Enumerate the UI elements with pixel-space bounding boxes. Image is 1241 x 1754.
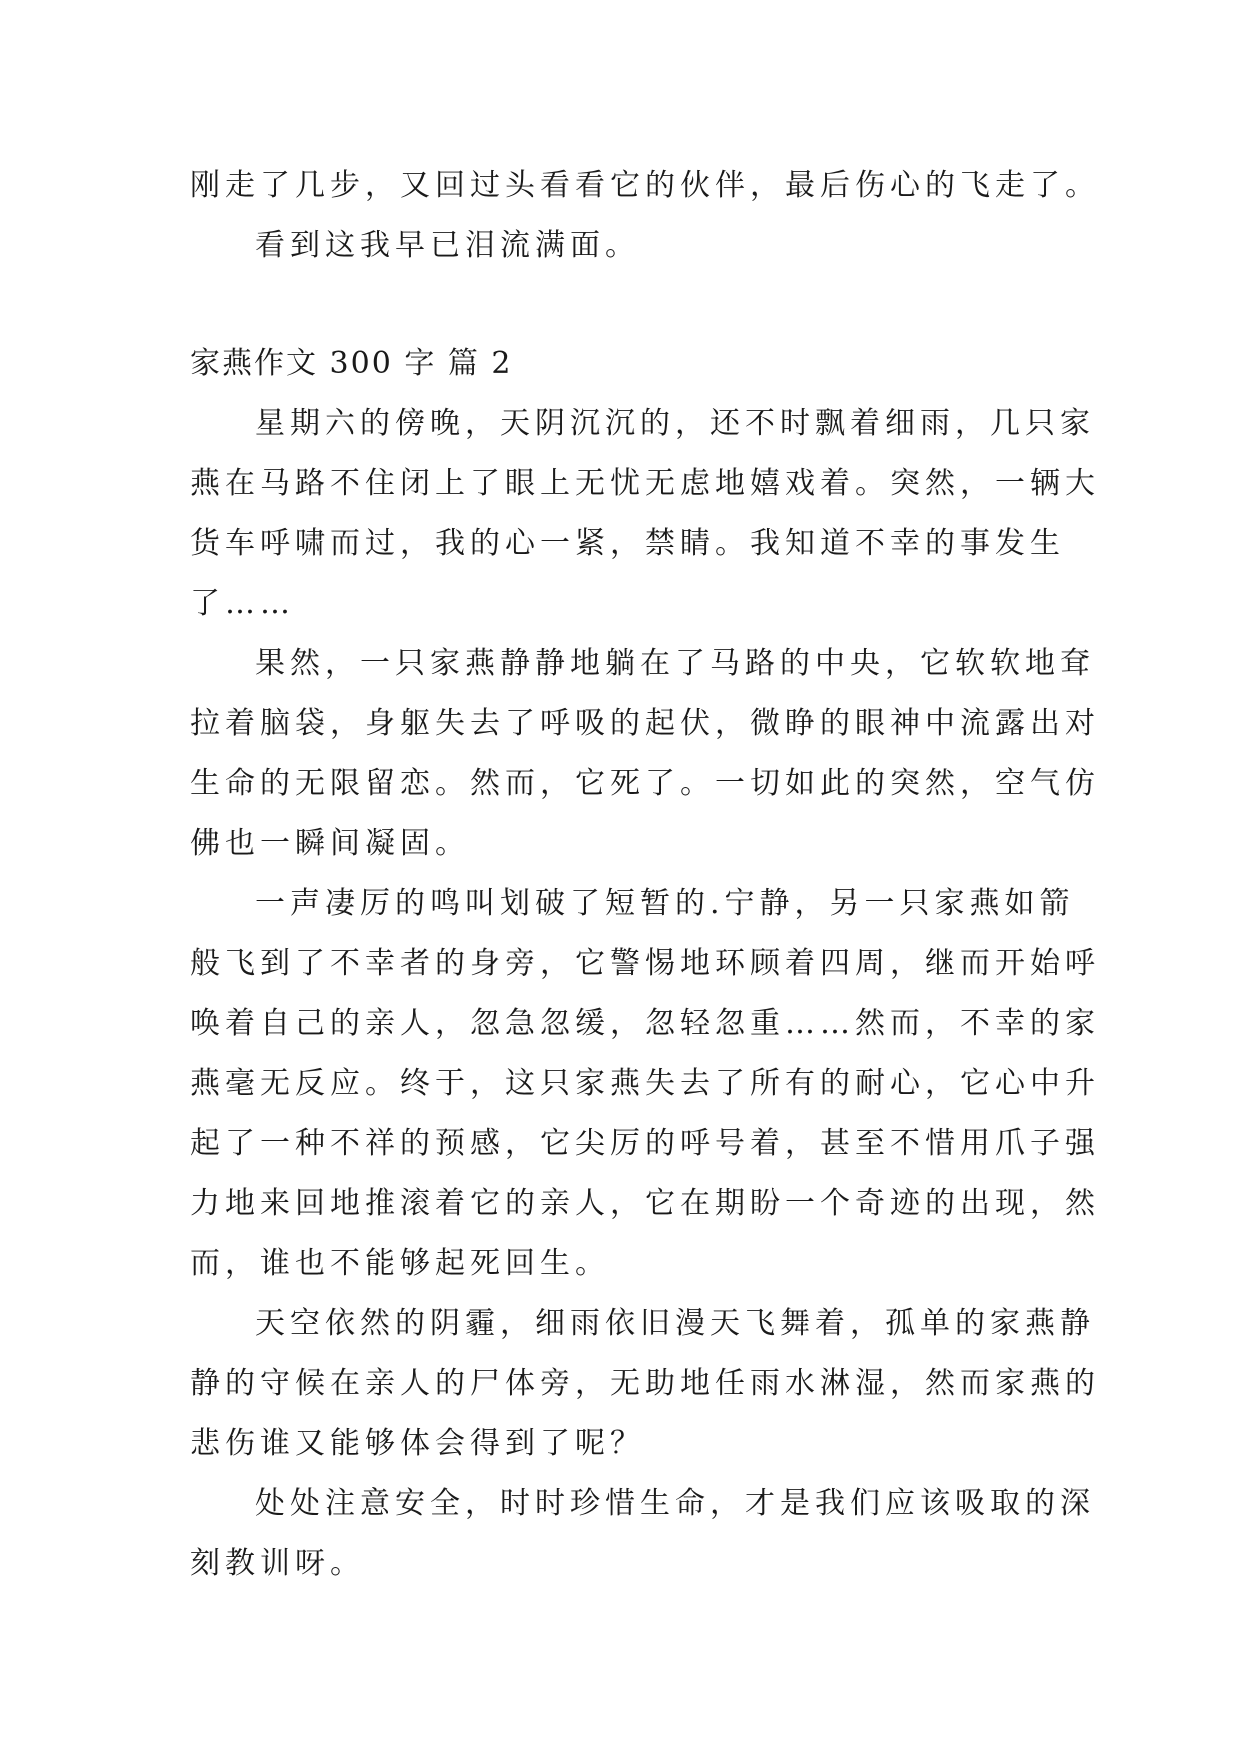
- text-line: 星期六的傍晚，天阴沉沉的，还不时飘着细雨，几只家: [255, 406, 1095, 441]
- text-line: 佛也一瞬间凝固。: [190, 826, 470, 861]
- text-line: 生命的无限留恋。然而，它死了。一切如此的突然，空气仿: [190, 766, 1100, 801]
- text-line: 燕毫无反应。终于，这只家燕失去了所有的耐心，它心中升: [190, 1066, 1100, 1101]
- text-line: 唤着自己的亲人，忽急忽缓，忽轻忽重……然而，不幸的家: [190, 1006, 1100, 1041]
- text-line: 果然，一只家燕静静地躺在了马路的中央，它软软地耷: [255, 646, 1095, 681]
- section-heading: 家燕作文 300 字 篇 2: [190, 346, 513, 381]
- text-line: 看到这我早已泪流满面。: [255, 228, 640, 263]
- text-line: 刚走了几步，又回过头看看它的伙伴，最后伤心的飞走了。: [190, 168, 1100, 203]
- text-line: 货车呼啸而过，我的心一紧，禁睛。我知道不幸的事发生: [190, 526, 1065, 561]
- text-line: 悲伤谁又能够体会得到了呢？: [190, 1426, 645, 1461]
- text-line: 静的守候在亲人的尸体旁，无助地任雨水淋湿，然而家燕的: [190, 1366, 1100, 1401]
- text-line: 一声凄厉的鸣叫划破了短暂的.宁静，另一只家燕如箭: [255, 886, 1075, 921]
- text-line: 而，谁也不能够起死回生。: [190, 1246, 610, 1281]
- text-line: 起了一种不祥的预感，它尖厉的呼号着，甚至不惜用爪子强: [190, 1126, 1100, 1161]
- text-line: 天空依然的阴霾，细雨依旧漫天飞舞着，孤单的家燕静: [255, 1306, 1095, 1341]
- text-line: 刻教训呀。: [190, 1546, 365, 1581]
- text-line: 燕在马路不住闭上了眼上无忧无虑地嬉戏着。突然，一辆大: [190, 466, 1100, 501]
- text-line: 拉着脑袋，身躯失去了呼吸的起伏，微睁的眼神中流露出对: [190, 706, 1100, 741]
- text-line: 般飞到了不幸者的身旁，它警惕地环顾着四周，继而开始呼: [190, 946, 1100, 981]
- text-line: 力地来回地推滚着它的亲人，它在期盼一个奇迹的出现，然: [190, 1186, 1100, 1221]
- text-line: 处处注意安全，时时珍惜生命，才是我们应该吸取的深: [255, 1486, 1095, 1521]
- text-line: 了……: [190, 586, 295, 621]
